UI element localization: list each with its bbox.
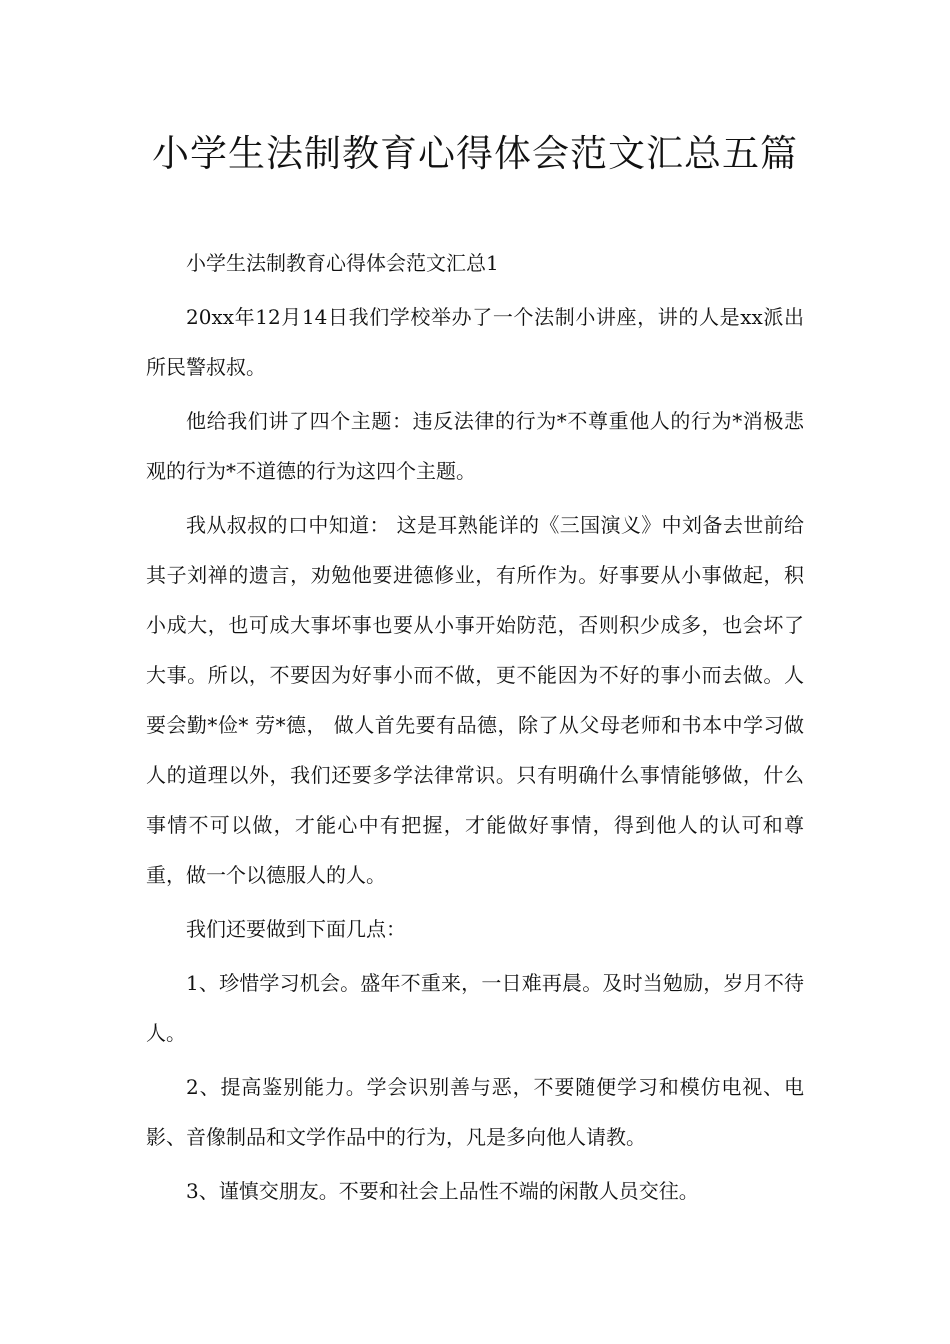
section-heading: 小学生法制教育心得体会范文汇总1 [186, 251, 499, 275]
list-item: 2、提高鉴别能力。学会识别善与恶，不要随便学习和模仿电视、电影、音像制品和文学作品中的行为，凡是多向他人请教。 [146, 1075, 804, 1149]
paragraph: 20xx年12月14日我们学校举办了一个法制小讲座，讲的人是xx派出所民警叔叔。 [146, 305, 804, 379]
paragraph: 我们还要做到下面几点： [186, 917, 406, 941]
paragraph: 我从叔叔的口中知道： 这是耳熟能详的《三国演义》中刘备去世前给其子刘禅的遗言，劝勉他要进德修业，有所作为。好事要从小事做起，积小成大，也可成大事坏事也要从小事开始防范，否则积少成多，也会坏了大事。所以，不要因为好事小而不做，更不能因为不好的事小而去做。人要会勤*俭* 劳*德， 做人首先要有品德，除了从父母老师和书本中学习做人的道理以外，我们还要多学法律常识。只有明确什么事情能够做，什么事情不可以做，才能心中有把握，才能做好事情，得到他人的认可和尊重，做一个以德服人的人。 [146, 513, 804, 887]
list-item: 1、珍惜学习机会。盛年不重来，一日难再晨。及时当勉励，岁月不待人。 [146, 971, 804, 1045]
list-item: 3、谨慎交朋友。不要和社会上品性不端的闲散人员交往。 [186, 1179, 699, 1203]
paragraph: 他给我们讲了四个主题：违反法律的行为*不尊重他人的行为*消极悲观的行为*不道德的行为这四个主题。 [146, 409, 804, 483]
document-title: 小学生法制教育心得体会范文汇总五篇 [152, 132, 798, 175]
document-body [146, 238, 804, 1216]
